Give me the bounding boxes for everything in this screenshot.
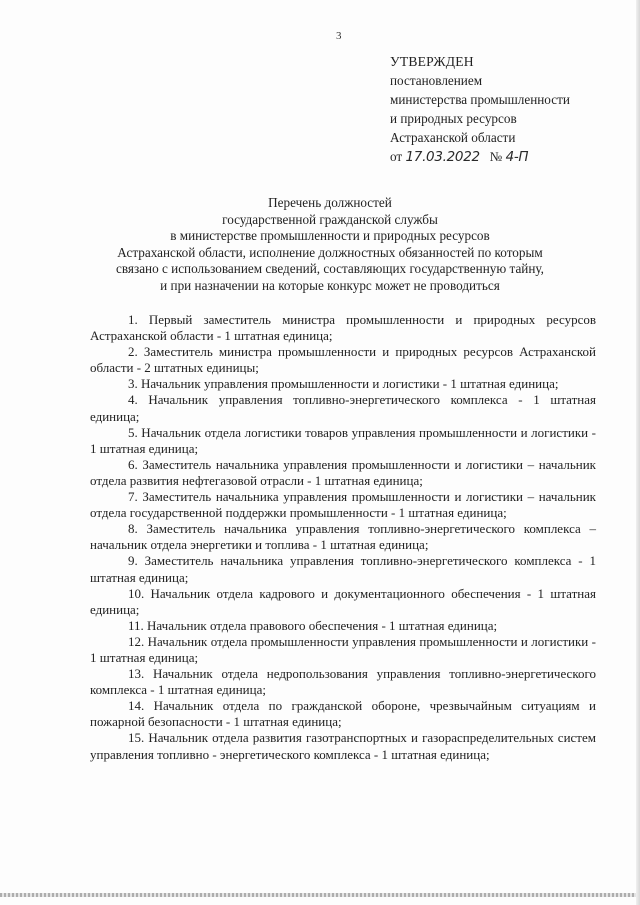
list-item: 11. Начальник отдела правового обеспечения - 1 штатная единица; bbox=[128, 617, 498, 633]
heading-line: в министерстве промышленности и природных ресурсов bbox=[170, 228, 490, 244]
heading-line: государственной гражданской службы bbox=[222, 211, 438, 227]
scan-border-right bbox=[636, 0, 640, 905]
list-item: 9. Заместитель начальника управления топливно-энергетического комплекса - 1 штатная единица; bbox=[90, 553, 596, 585]
heading-line: и при назначении на которые конкурс может не проводиться bbox=[160, 277, 500, 293]
approval-line-4: Астраханской области bbox=[390, 130, 516, 145]
scan-border-bottom bbox=[0, 893, 640, 897]
approval-line-1: постановлением bbox=[390, 73, 483, 88]
heading-line: Астраханской области, исполнение должностных обязанностей по которым bbox=[117, 244, 543, 260]
date-prefix: от bbox=[390, 149, 403, 164]
list-item: 2. Заместитель министра промышленности и природных ресурсов Астраханской области - 2 штатных единицы; bbox=[90, 344, 596, 376]
list-item: 14. Начальник отдела по гражданской обороне, чрезвычайным ситуациям и пожарной безопасности - 1 штатная единица; bbox=[90, 698, 596, 730]
approval-line-2: министерства промышленности bbox=[390, 92, 570, 107]
list-item: 8. Заместитель начальника управления топливно-энергетического комплекса – начальник отдела энергетики и топлива - 1 штатная единица; bbox=[90, 521, 596, 553]
list-item: 1. Первый заместитель министра промышленности и природных ресурсов Астраханской области - 1 штатная единица; bbox=[90, 312, 596, 344]
list-item: 3. Начальник управления промышленности и логистики - 1 штатная единица; bbox=[128, 376, 559, 392]
handwritten-number: 4-П bbox=[505, 149, 529, 165]
heading-line: Перечень должностей bbox=[268, 195, 392, 210]
approval-stamp-block bbox=[390, 52, 610, 167]
approval-title: УТВЕРЖДЕН bbox=[390, 54, 474, 69]
document-heading bbox=[60, 195, 600, 295]
number-prefix: № bbox=[489, 149, 503, 164]
list-item: 12. Начальник отдела промышленности управления промышленности и логистики - 1 штатная единица; bbox=[90, 633, 596, 665]
handwritten-date: 17.03.2022 bbox=[405, 149, 480, 165]
approval-date-line bbox=[390, 147, 610, 167]
list-item: 15. Начальник отдела развития газотранспортных и газораспределительных систем управления топливно - энергетического комплекса - 1 штатная единица; bbox=[90, 730, 596, 762]
page-number: 3 bbox=[336, 30, 342, 42]
list-item: 10. Начальник отдела кадрового и документационного обеспечения - 1 штатная единица; bbox=[90, 585, 596, 617]
list-item: 5. Начальник отдела логистики товаров управления промышленности и логистики - 1 штатная единица; bbox=[90, 424, 596, 456]
approval-line-3: и природных ресурсов bbox=[390, 111, 517, 126]
list-item: 13. Начальник отдела недропользования управления топливно-энергетического комплекса - 1 штатная единица; bbox=[90, 666, 596, 698]
list-item: 6. Заместитель начальника управления промышленности и логистики – начальник отдела развития нефтегазовой отрасли - 1 штатная единица; bbox=[90, 456, 596, 488]
list-item: 4. Начальник управления топливно-энергетического комплекса - 1 штатная единица; bbox=[90, 392, 596, 424]
heading-line: связано с использованием сведений, составляющих государственную тайну, bbox=[116, 261, 544, 277]
list-item: 7. Заместитель начальника управления промышленности и логистики – начальник отдела государственной поддержки промышленности - 1 штатная единица; bbox=[90, 489, 596, 521]
positions-list bbox=[90, 312, 596, 763]
